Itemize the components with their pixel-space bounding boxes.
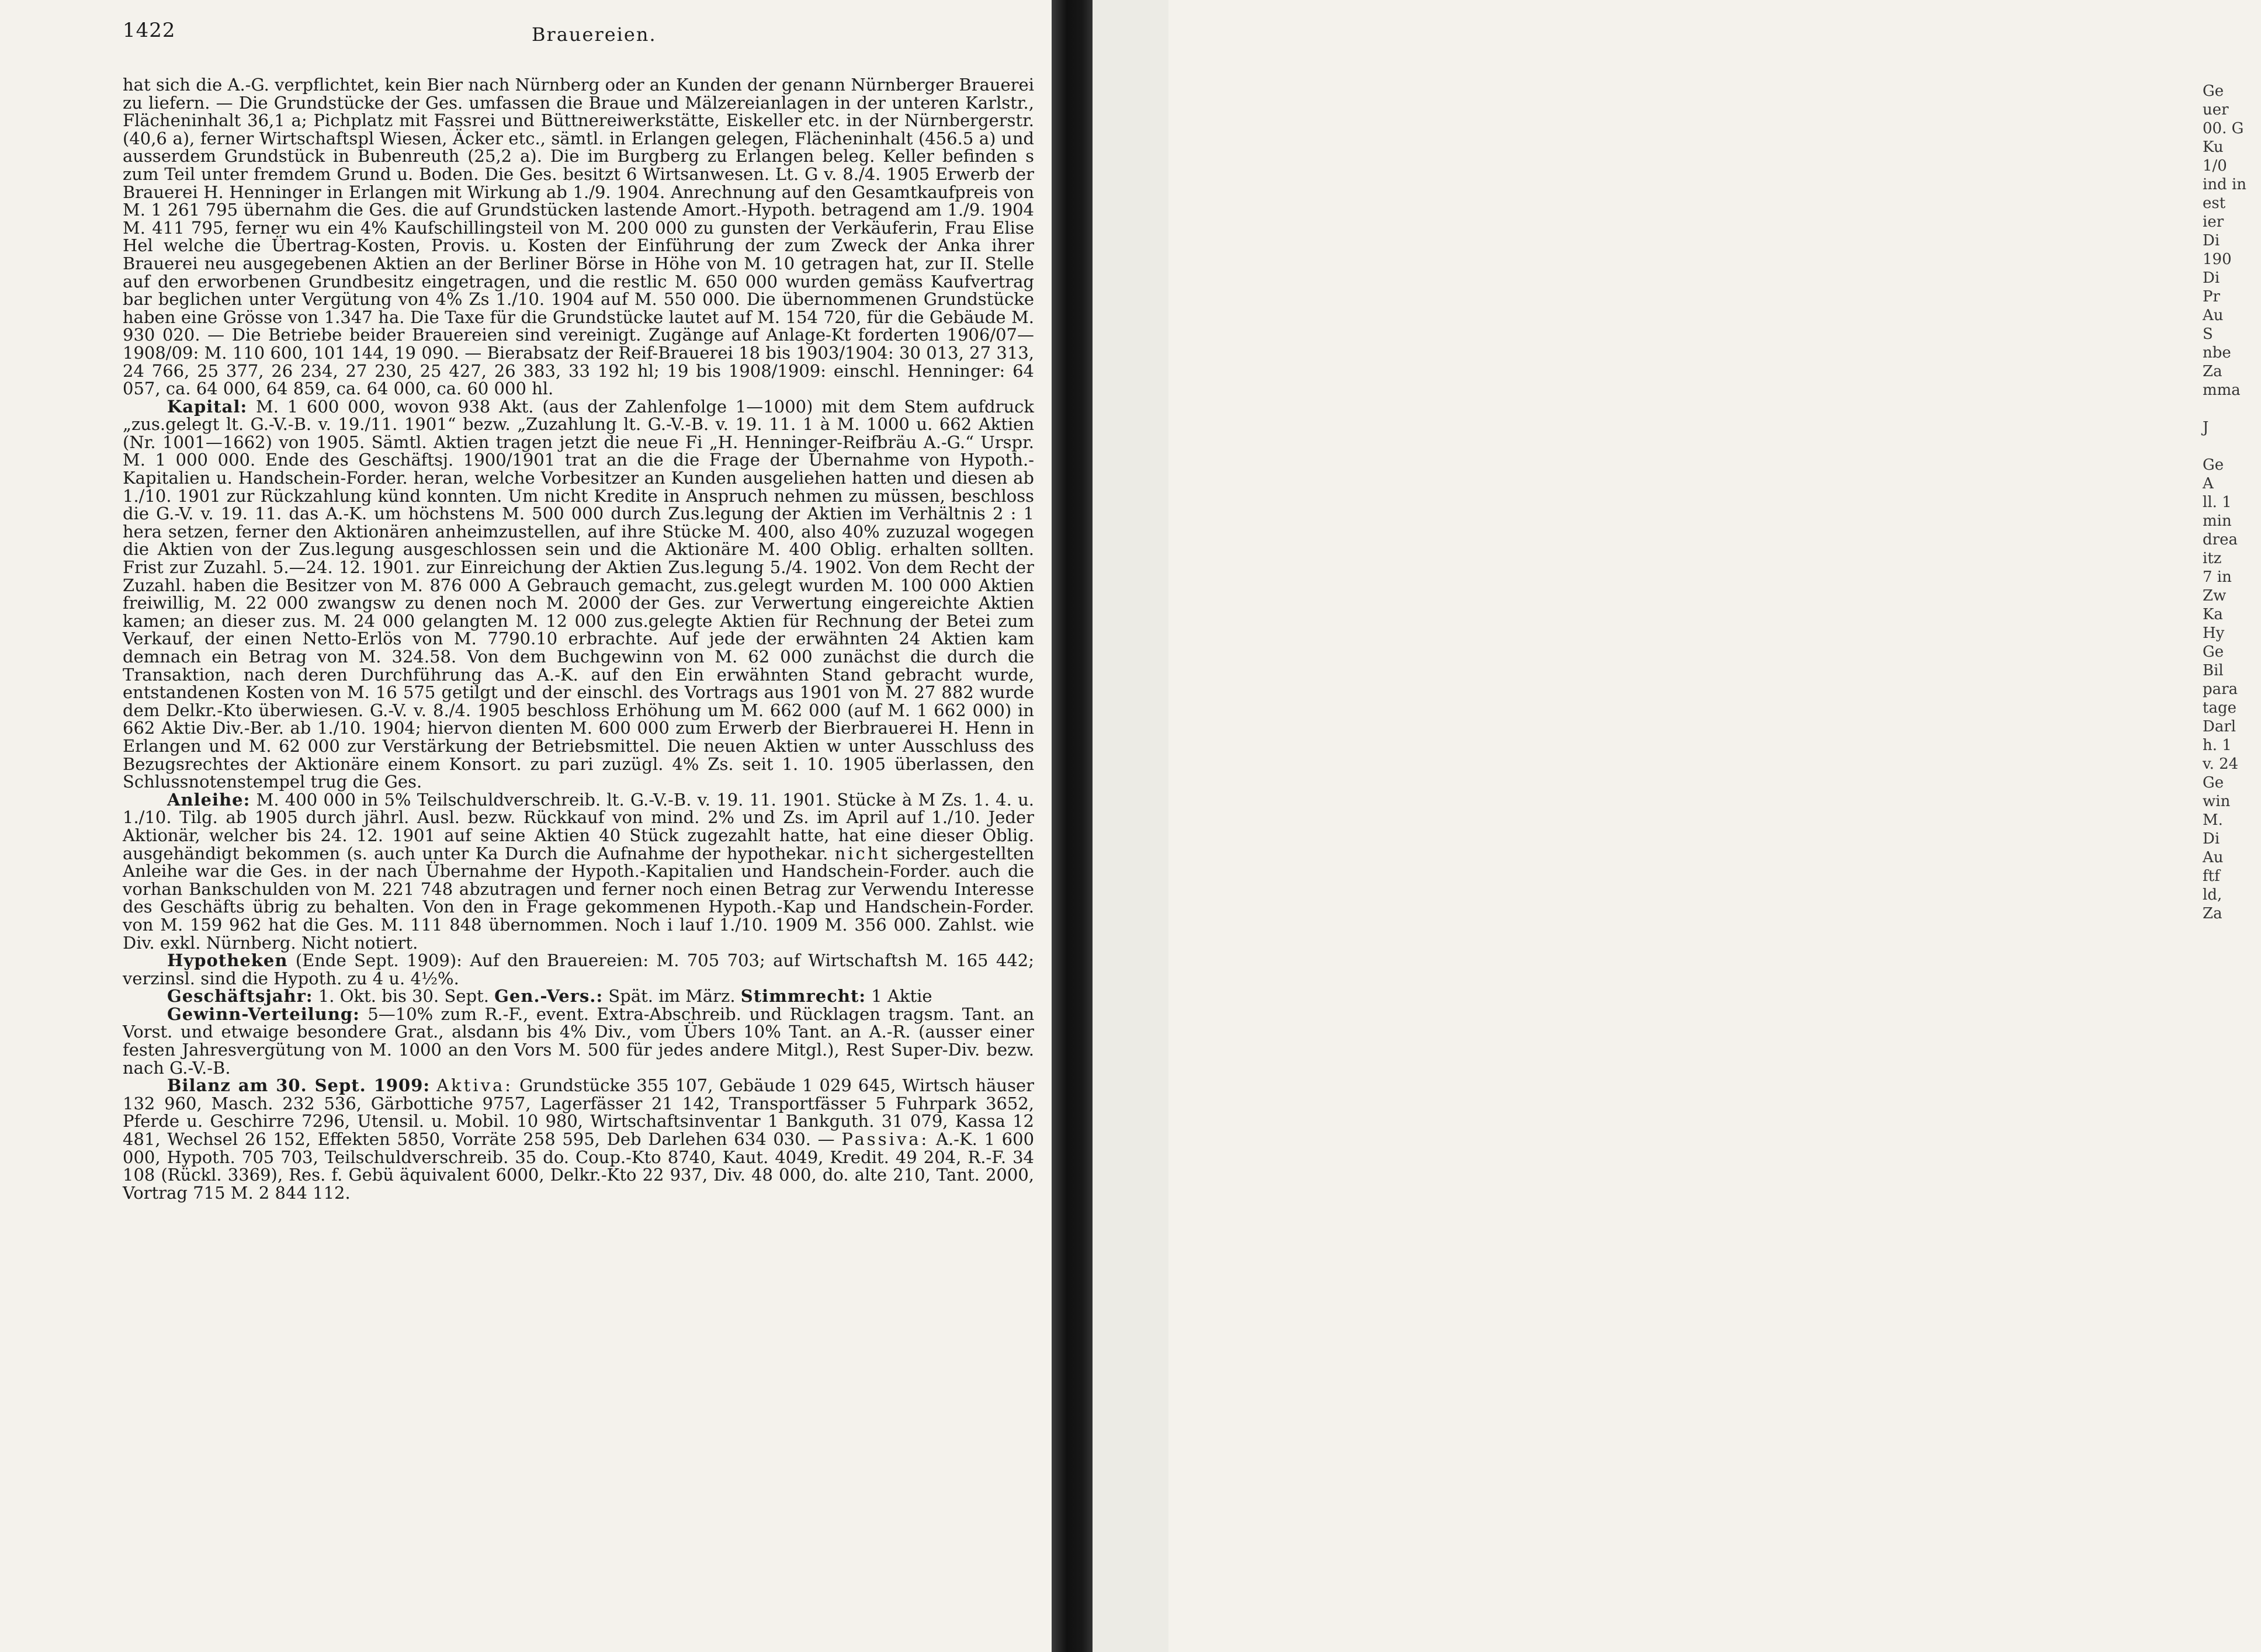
stimmrecht-text: 1 Aktie	[871, 986, 932, 1007]
adjacent-fragment: Ku	[2203, 138, 2224, 156]
adjacent-fragment: est	[2203, 195, 2226, 212]
anleihe-paragraph	[123, 791, 1034, 952]
adjacent-fragment: M.	[2203, 811, 2223, 829]
adjacent-fragment: ld,	[2203, 886, 2222, 904]
page-title: Brauereien.	[532, 23, 657, 46]
adjacent-fragment: Ge	[2203, 456, 2224, 474]
genvers-text: Spät. im März.	[608, 986, 736, 1007]
bilanz-paragraph	[123, 1077, 1034, 1202]
hypotheken-label: Hypotheken	[167, 950, 288, 971]
adjacent-fragment: Ge	[2203, 82, 2224, 100]
adjacent-fragment: ier	[2203, 213, 2224, 231]
adjacent-page	[1093, 0, 2247, 1652]
gewinn-text: 5—10% zum R.-F., event. Extra-Abschreib. und Rücklagen tragsm. Tant. an Vorst. und etwaige besondere Grat., alsdann bis 4% Div., vom Übers 10% Tant. an A.-R. (ausser einer festen Jahresvergütung von M. 1000 an den Vors M. 500 für jedes andere Mitgl.), Rest Super-Div. bezw. nach G.-V.-B.	[123, 1004, 1035, 1078]
gewinn-paragraph	[123, 1005, 1034, 1077]
adjacent-fragment: Ge	[2203, 774, 2224, 792]
bilanz-label: Bilanz am 30. Sept. 1909:	[167, 1075, 431, 1096]
adjacent-fragment: 1/0	[2203, 157, 2227, 175]
anleihe-label: Anleihe:	[167, 789, 251, 810]
geschaeftsjahr-label: Geschäftsjahr:	[167, 986, 313, 1007]
adjacent-fragment: Au	[2203, 307, 2224, 324]
adjacent-fragment: J	[2203, 419, 2209, 436]
adjacent-fragment: Pr	[2203, 288, 2220, 306]
passiva-text: A.-K. 1 600 000, Hypoth. 705 703, Teilschuldverschreib. 35 do. Coup.-Kto 8740, Kaut. 4049, Kredit. 49 204, R.-F. 34 108 (Rückl. 3369), Res. f. Gebü äquivalent 6000, Delkr.-Kto 22 937, Div. 48 000, do. alte 210, Tant. 2000, Vortrag 715 M. 2 844 112.	[123, 1129, 1035, 1203]
page-number: 1422	[123, 19, 176, 42]
adjacent-fragment	[2203, 437, 2261, 456]
geschaeftsjahr-text: 1. Okt. bis 30. Sept.	[318, 986, 489, 1007]
adjacent-fragment: Zw	[2203, 587, 2227, 605]
adjacent-fragment: Ka	[2203, 606, 2223, 623]
adjacent-fragment	[2203, 400, 2261, 418]
adjacent-fragment: A	[2203, 475, 2214, 492]
kapital-label: Kapital:	[167, 396, 248, 417]
geschaeftsjahr-paragraph	[123, 987, 1034, 1005]
adjacent-fragment: Hy	[2203, 624, 2225, 642]
aktiva-label: Aktiva:	[436, 1075, 514, 1096]
adjacent-fragment: itz	[2203, 550, 2222, 567]
adjacent-fragment: ftf	[2203, 867, 2220, 885]
adjacent-fragment: uer	[2203, 101, 2229, 119]
aktiva-text: Grundstücke 355 107, Gebäude 1 029 645, Wirtsch häuser 132 960, Masch. 232 536, Gärbottiche 9757, Lagerfässer 21 142, Transportfässer 5 Fuhrpark 3652, Pferde u. Geschirre 7296, Utensil. u. Mobil. 10 980, Wirtschaftsinventar 1 Bankguth. 31 079, Kassa 12 481, Wechsel 26 152, Effekten 5850, Vorräte 258 595, Deb Darlehen 634 030. —	[123, 1075, 1035, 1150]
adjacent-fragment: win	[2203, 793, 2231, 810]
adjacent-fragment: h. 1	[2203, 737, 2232, 754]
book-gutter	[1052, 0, 1095, 1652]
adjacent-fragment: Di	[2203, 269, 2220, 287]
adjacent-fragment: 190	[2203, 251, 2232, 268]
adjacent-fragment: 7 in	[2203, 568, 2232, 586]
adjacent-fragment: Za	[2203, 905, 2222, 922]
adjacent-fragment: Za	[2203, 363, 2222, 380]
gewinn-label: Gewinn-Verteilung:	[167, 1004, 360, 1024]
adjacent-fragment: para	[2203, 681, 2238, 698]
adjacent-fragment: 00. G	[2203, 120, 2244, 137]
adjacent-fragment: mma	[2203, 381, 2241, 399]
kapital-paragraph	[123, 398, 1034, 791]
anleihe-nicht: nicht	[834, 843, 890, 863]
adjacent-fragment: nbe	[2203, 344, 2231, 362]
passiva-label: Passiva:	[841, 1129, 930, 1150]
anleihe-text: M. 400 000 in 5% Teilschuldverschreib. lt. G.-V.-B. v. 19. 11. 1901. Stücke à M Zs. 1. 4. u. 1./10. Tilg. ab 1905 durch jährl. Ausl. bezw. Rückkauf von mind. 2% und Zs. im April auf 1./10. Jeder Aktionär, welcher bis 24. 12. 1901 auf seine Aktien 40 Stück zugezahlt hatte, hat eine dieser Oblig. ausgehändigt bekommen (s. auch unter Ka Durch die Aufnahme der hypothekar.	[123, 789, 1035, 863]
genvers-label: Gen.-Vers.:	[494, 986, 604, 1007]
anleihe-rest: sichergestellten Anleihe war die Ges. in der nach Übernahme der Hypoth.-Kapitalien und Handschein-Forder. auch die vorhan Bankschulden von M. 221 748 abzutragen und ferner noch einen Betrag zur Verwendu Interesse des Geschäfts übrig zu behalten. Von den in Frage gekommenen Hypoth.-Kap und Handschein-Forder. von M. 159 962 hat die Ges. M. 111 848 übernommen. Noch i lauf 1./10. 1909 M. 356 000. Zahlst. wie Div. exkl. Nürnberg. Nicht notiert.	[123, 843, 1035, 953]
hypotheken-paragraph	[123, 952, 1034, 987]
document-body	[123, 76, 1034, 1577]
adjacent-fragment: Bil	[2203, 662, 2224, 679]
adjacent-fragment: Di	[2203, 232, 2220, 249]
adjacent-fragment: ll. 1	[2203, 494, 2232, 511]
adjacent-fragment: drea	[2203, 531, 2238, 549]
stimmrecht-label: Stimmrecht:	[740, 986, 866, 1007]
hypotheken-text: (Ende Sept. 1909): Auf den Brauereien: M. 705 703; auf Wirtschaftsh M. 165 442; verzinsl. sind die Hypoth. zu 4 u. 4½%.	[123, 950, 1035, 988]
adjacent-fragment: ind in	[2203, 176, 2247, 193]
kapital-text: M. 1 600 000, wovon 938 Akt. (aus der Zahlenfolge 1—1000) mit dem Stem aufdruck „zus.gelegt lt. G.-V.-B. v. 19./11. 1901“ bezw. „Zuzahlung lt. G.-V.-B. v. 19. 11. 1 à M. 1000 u. 662 Aktien (Nr. 1001—1662) von 1905. Sämtl. Aktien tragen jetzt die neue Fi „H. Henninger-Reifbräu A.-G.“ Urspr. M. 1 000 000. Ende des Geschäftsj. 1900/1901 trat an die die Frage der Übernahme von Hypoth.-Kapitalien u. Handschein-Forder. heran, welche Vorbesitzer an Kunden ausgeliehen hatten und diesen ab 1./10. 1901 zur Rückzahlung künd konnten. Um nicht Kredite in Anspruch nehmen zu müssen, beschloss die G.-V. v. 19. 11. das A.-K. um höchstens M. 500 000 durch Zus.legung der Aktien im Verhältnis 2 : 1 hera setzen, ferner den Aktionären anheimzustellen, auf ihre Stücke M. 400, also 40% zuzuzal wogegen die Aktien von der Zus.legung ausgeschlossen sein und die Aktionäre M. 400 Oblig. erhalten sollten. Frist zur Zuzahl. 5.—24. 12. 1901. zur Einreichung der Aktien Zus.legung 5./4. 1902. Von dem Recht der Zuzahl. haben die Besitzer von M. 876 000 A Gebrauch gemacht, zus.gelegt wurden M. 100 000 Aktien freiwillig, M. 22 000 zwangsw zu denen noch M. 2000 der Ges. zur Verwertung eingereichte Aktien kamen; an dieser zus. M. 24 000 gelangten M. 12 000 zus.gelegte Aktien für Rechnung der Betei zum Verkauf, der einen Netto-Erlös von M. 7790.10 erbrachte. Auf jede der erwähnten 24 Aktien kam demnach ein Betrag von M. 324.58. Von dem Buchgewinn von M. 62 000 zunächst die durch die Transaktion, nach deren Durchführung das A.-K. auf den Ein erwähnten Stand gebracht wurde, entstandenen Kosten von M. 16 575 getilgt und der einschl. des Vortrags aus 1901 von M. 27 882 wurde dem Delkr.-Kto überwiesen. G.-V. v. 8./4. 1905 beschloss Erhöhung um M. 662 000 (auf M. 1 662 000) in 662 Aktie Div.-Ber. ab 1./10. 1904; hiervon dienten M. 600 000 zum Erwerb der Bierbrauerei H. Henn in Erlangen und M. 62 000 zur Verstärkung der Betriebsmittel. Die neuen Aktien w unter Ausschluss des Bezugsrechtes der Aktionäre einem Konsort. zu pari zuzügl. 4% Zs. seit 1. 10. 1905 überlassen, den Schlussnotenstempel trug die Ges.	[123, 396, 1034, 792]
adjacent-page-fragments	[2203, 82, 2261, 923]
adjacent-fragment: Ge	[2203, 643, 2224, 661]
adjacent-fragment: tage	[2203, 699, 2236, 717]
adjacent-fragment: min	[2203, 512, 2232, 530]
adjacent-fragment: Au	[2203, 849, 2224, 866]
adjacent-fragment: Di	[2203, 830, 2220, 848]
adjacent-fragment: v. 24	[2203, 755, 2239, 773]
adjacent-fragment: Darl	[2203, 718, 2236, 735]
adjacent-fragment: S	[2203, 325, 2213, 343]
intro-paragraph: hat sich die A.-G. verpflichtet, kein Bier nach Nürnberg oder an Kunden der genann Nürnberger Brauerei zu liefern. — Die Grundstücke der Ges. umfassen die Braue und Mälzereianlagen in der unteren Karlstr., Flächeninhalt 36,1 a; Pichplatz mit Fassrei und Büttnereiwerkstätte, Eiskeller etc. in der Nürnbergerstr. (40,6 a), ferner Wirtschaftspl Wiesen, Äcker etc., sämtl. in Erlangen gelegen, Flächeninhalt (456.5 a) und ausserdem Grundstück in Bubenreuth (25,2 a). Die im Burgberg zu Erlangen beleg. Keller befinden s zum Teil unter fremdem Grund u. Boden. Die Ges. besitzt 6 Wirtsanwesen. Lt. G v. 8./4. 1905 Erwerb der Brauerei H. Henninger in Erlangen mit Wirkung ab 1./9. 1904. Anrechnung auf den Gesamtkaufpreis von M. 1 261 795 übernahm die Ges. die auf Grundstücken lastende Amort.-Hypoth. betragend am 1./9. 1904 M. 411 795, ferner wu ein 4% Kaufschillingsteil von M. 200 000 zu gunsten der Verkäuferin, Frau Elise Hel welche die Übertrag-Kosten, Provis. u. Kosten der Einführung der zum Zweck der Anka ihrer Brauerei neu ausgegebenen Aktien an der Berliner Börse in Höhe von M. 10 getragen hat, zur II. Stelle auf den erworbenen Grundbesitz eingetragen, und die restlic M. 650 000 wurden gemäss Kaufvertrag bar beglichen unter Vergütung von 4% Zs 1./10. 1904 auf M. 550 000. Die übernommenen Grundstücke haben eine Grösse von 1.347 ha. Die Taxe für die Grundstücke lautet auf M. 154 720, für die Gebäude M. 930 020. — Die Betriebe beider Brauereien sind vereinigt. Zugänge auf Anlage-Kt forderten 1906/07—1908/09: M. 110 600, 101 144, 19 090. — Bierabsatz der Reif-Brauerei 18 bis 1903/1904: 30 013, 27 313, 24 766, 25 377, 26 234, 27 230, 25 427, 26 383, 33 192 hl; 19 bis 1908/1909: einschl. Henninger: 64 057, ca. 64 000, 64 859, ca. 64 000, ca. 60 000 hl.	[123, 75, 1034, 399]
